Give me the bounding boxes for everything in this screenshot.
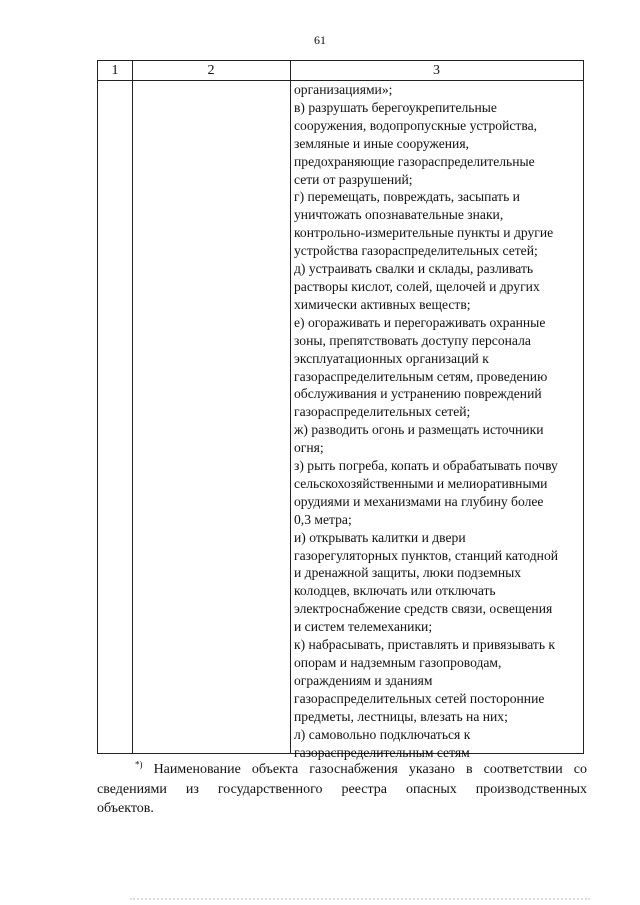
text-line: газораспределительных сетей посторонние xyxy=(294,690,545,706)
text-line: контрольно-измерительные пункты и другие xyxy=(294,225,554,241)
text-line: сельскохозяйственными и мелиоративными xyxy=(294,475,548,491)
page-number: 61 xyxy=(314,33,326,47)
text-line: устройства газораспределительных сетей; xyxy=(294,243,538,259)
document-table xyxy=(97,60,584,760)
column-divider-2 xyxy=(290,61,291,753)
footnote-text: Наименование объекта газоснабжения указано в соответствии со xyxy=(153,762,587,777)
footnote-marker: *) xyxy=(135,759,143,770)
text-line: и дренажной защиты, люки подземных xyxy=(294,565,522,581)
footnote-line: объектов. xyxy=(97,801,154,816)
text-line: зоны, препятствовать доступу персонала xyxy=(294,332,531,348)
text-line: земляные и иные сооружения, xyxy=(294,135,469,151)
text-line: уничтожать опознавательные знаки, xyxy=(294,207,504,223)
text-line: электроснабжение средств связи, освещения xyxy=(294,601,553,617)
scan-edge-artifact xyxy=(130,898,590,903)
text-line: г) перемещать, повреждать, засыпать и xyxy=(294,189,520,205)
text-line: е) огораживать и перегораживать охранные xyxy=(294,314,546,330)
text-line: и) открывать калитки и двери xyxy=(294,529,466,545)
text-line: газораспределительных сетей; xyxy=(294,404,471,420)
text-line: л) самовольно подключаться к xyxy=(294,726,471,742)
column-divider-1 xyxy=(132,61,133,753)
text-line: колодцев, включать или отключать xyxy=(294,583,496,599)
header-cell-1: 1 xyxy=(111,63,119,78)
text-line: ж) разводить огонь и размещать источники xyxy=(294,422,544,438)
text-line: в) разрушать берегоукрепительные xyxy=(294,99,497,115)
table-header-row xyxy=(98,61,583,81)
header-cell-3: 3 xyxy=(433,63,440,78)
footnote-line: сведениями из государственного реестра опасных производственных xyxy=(97,781,587,797)
footnote xyxy=(97,760,587,819)
text-line: предохраняющие газораспределительные xyxy=(294,153,535,169)
text-line: сети от разрушений; xyxy=(294,171,413,187)
text-line: орудиями и механизмами на глубину более xyxy=(294,493,544,509)
text-line: ограждениям и зданиям xyxy=(294,672,433,688)
text-line: огня; xyxy=(294,440,324,456)
text-line: д) устраивать свалки и склады, разливать xyxy=(294,261,534,277)
text-line: химически активных веществ; xyxy=(294,296,471,312)
text-line: опорам и надземным газопроводам, xyxy=(294,655,502,670)
text-line: газораспределительным сетям, проведению xyxy=(294,368,548,384)
text-line: эксплуатационных организаций к xyxy=(294,350,489,366)
text-line: растворы кислот, солей, щелочей и других xyxy=(294,278,540,294)
text-line: предметы, лестницы, влезать на них; xyxy=(294,708,508,724)
text-line: обслуживания и устранению повреждений xyxy=(294,386,542,402)
text-line: з) рыть погреба, копать и обрабатывать почву xyxy=(294,458,558,474)
text-line: организациями»; xyxy=(294,82,393,97)
column-3-text xyxy=(294,81,582,761)
footnote-line xyxy=(97,760,587,780)
text-line: и систем телемеханики; xyxy=(294,619,433,635)
text-line: газорегуляторных пунктов, станций катодной xyxy=(294,547,559,563)
header-cell-2: 2 xyxy=(207,63,215,78)
text-line: к) набрасывать, приставлять и привязывать к xyxy=(294,637,556,653)
text-line: 0,3 метра; xyxy=(294,511,352,527)
text-line: газораспределительным сетям xyxy=(294,744,470,760)
text-line: сооружения, водопропускные устройства, xyxy=(294,117,538,133)
